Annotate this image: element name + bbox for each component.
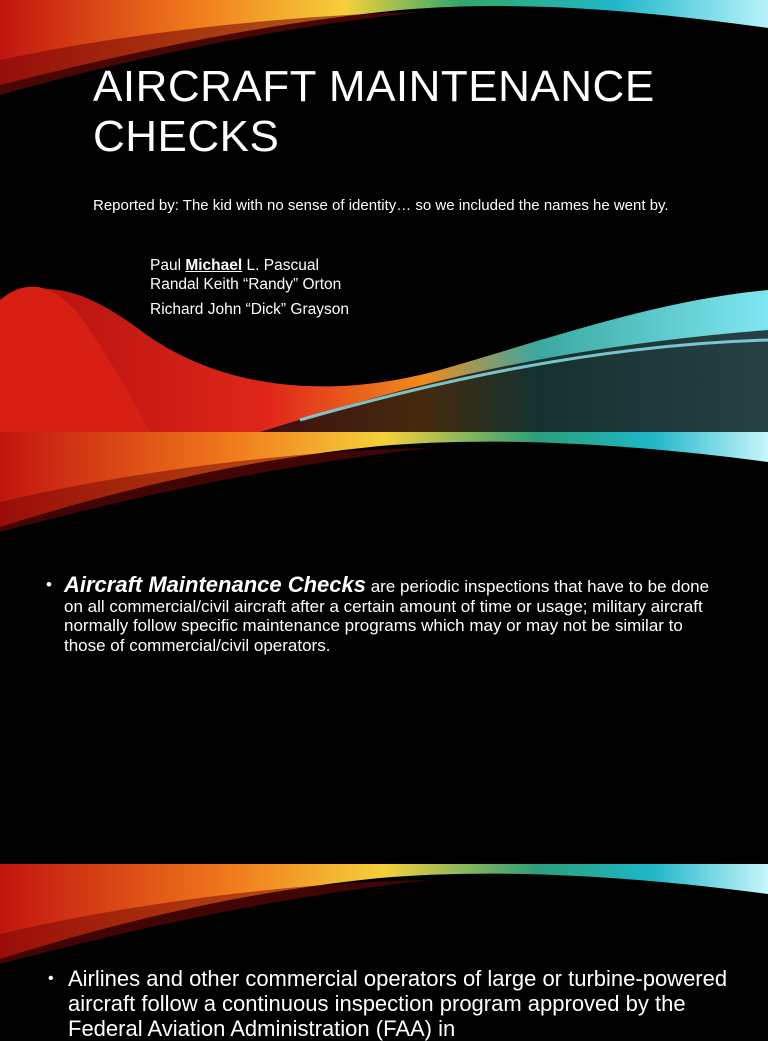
bullet-text: Airlines and other commercial operators of large or turbine-powered aircraft follow a continuous inspection program approved by the Federal Aviation Administration (FAA) in xyxy=(68,966,728,1041)
swoosh-background xyxy=(0,864,768,964)
slide-title: AIRCRAFT MAINTENANCE CHECKS xyxy=(93,62,655,161)
presenter-name-1: Paul Michael L. Pascual xyxy=(150,257,319,274)
presenter-name-2: Randal Keith “Randy” Orton xyxy=(150,276,342,293)
bullet-term: Aircraft Maintenance Checks xyxy=(64,572,366,597)
title-slide xyxy=(0,0,768,432)
bullet-marker: • xyxy=(48,970,54,987)
swoosh-background xyxy=(0,432,768,552)
bullet-marker: • xyxy=(46,575,52,594)
reported-by: Reported by: The kid with no sense of identity… so we included the names he went by. xyxy=(93,197,669,214)
bullet-point xyxy=(46,572,726,655)
bullet-point xyxy=(48,966,738,1041)
bullet-text: are periodic inspections that have to be done on all commercial/civil aircraft after a certain amount of time or usage; military aircraft normally follow specific maintenance programs which may or may not be similar to those of commercial/civil operators. xyxy=(64,577,710,655)
presenter-name-3: Richard John “Dick” Grayson xyxy=(150,301,349,318)
presenter-names xyxy=(150,256,349,319)
